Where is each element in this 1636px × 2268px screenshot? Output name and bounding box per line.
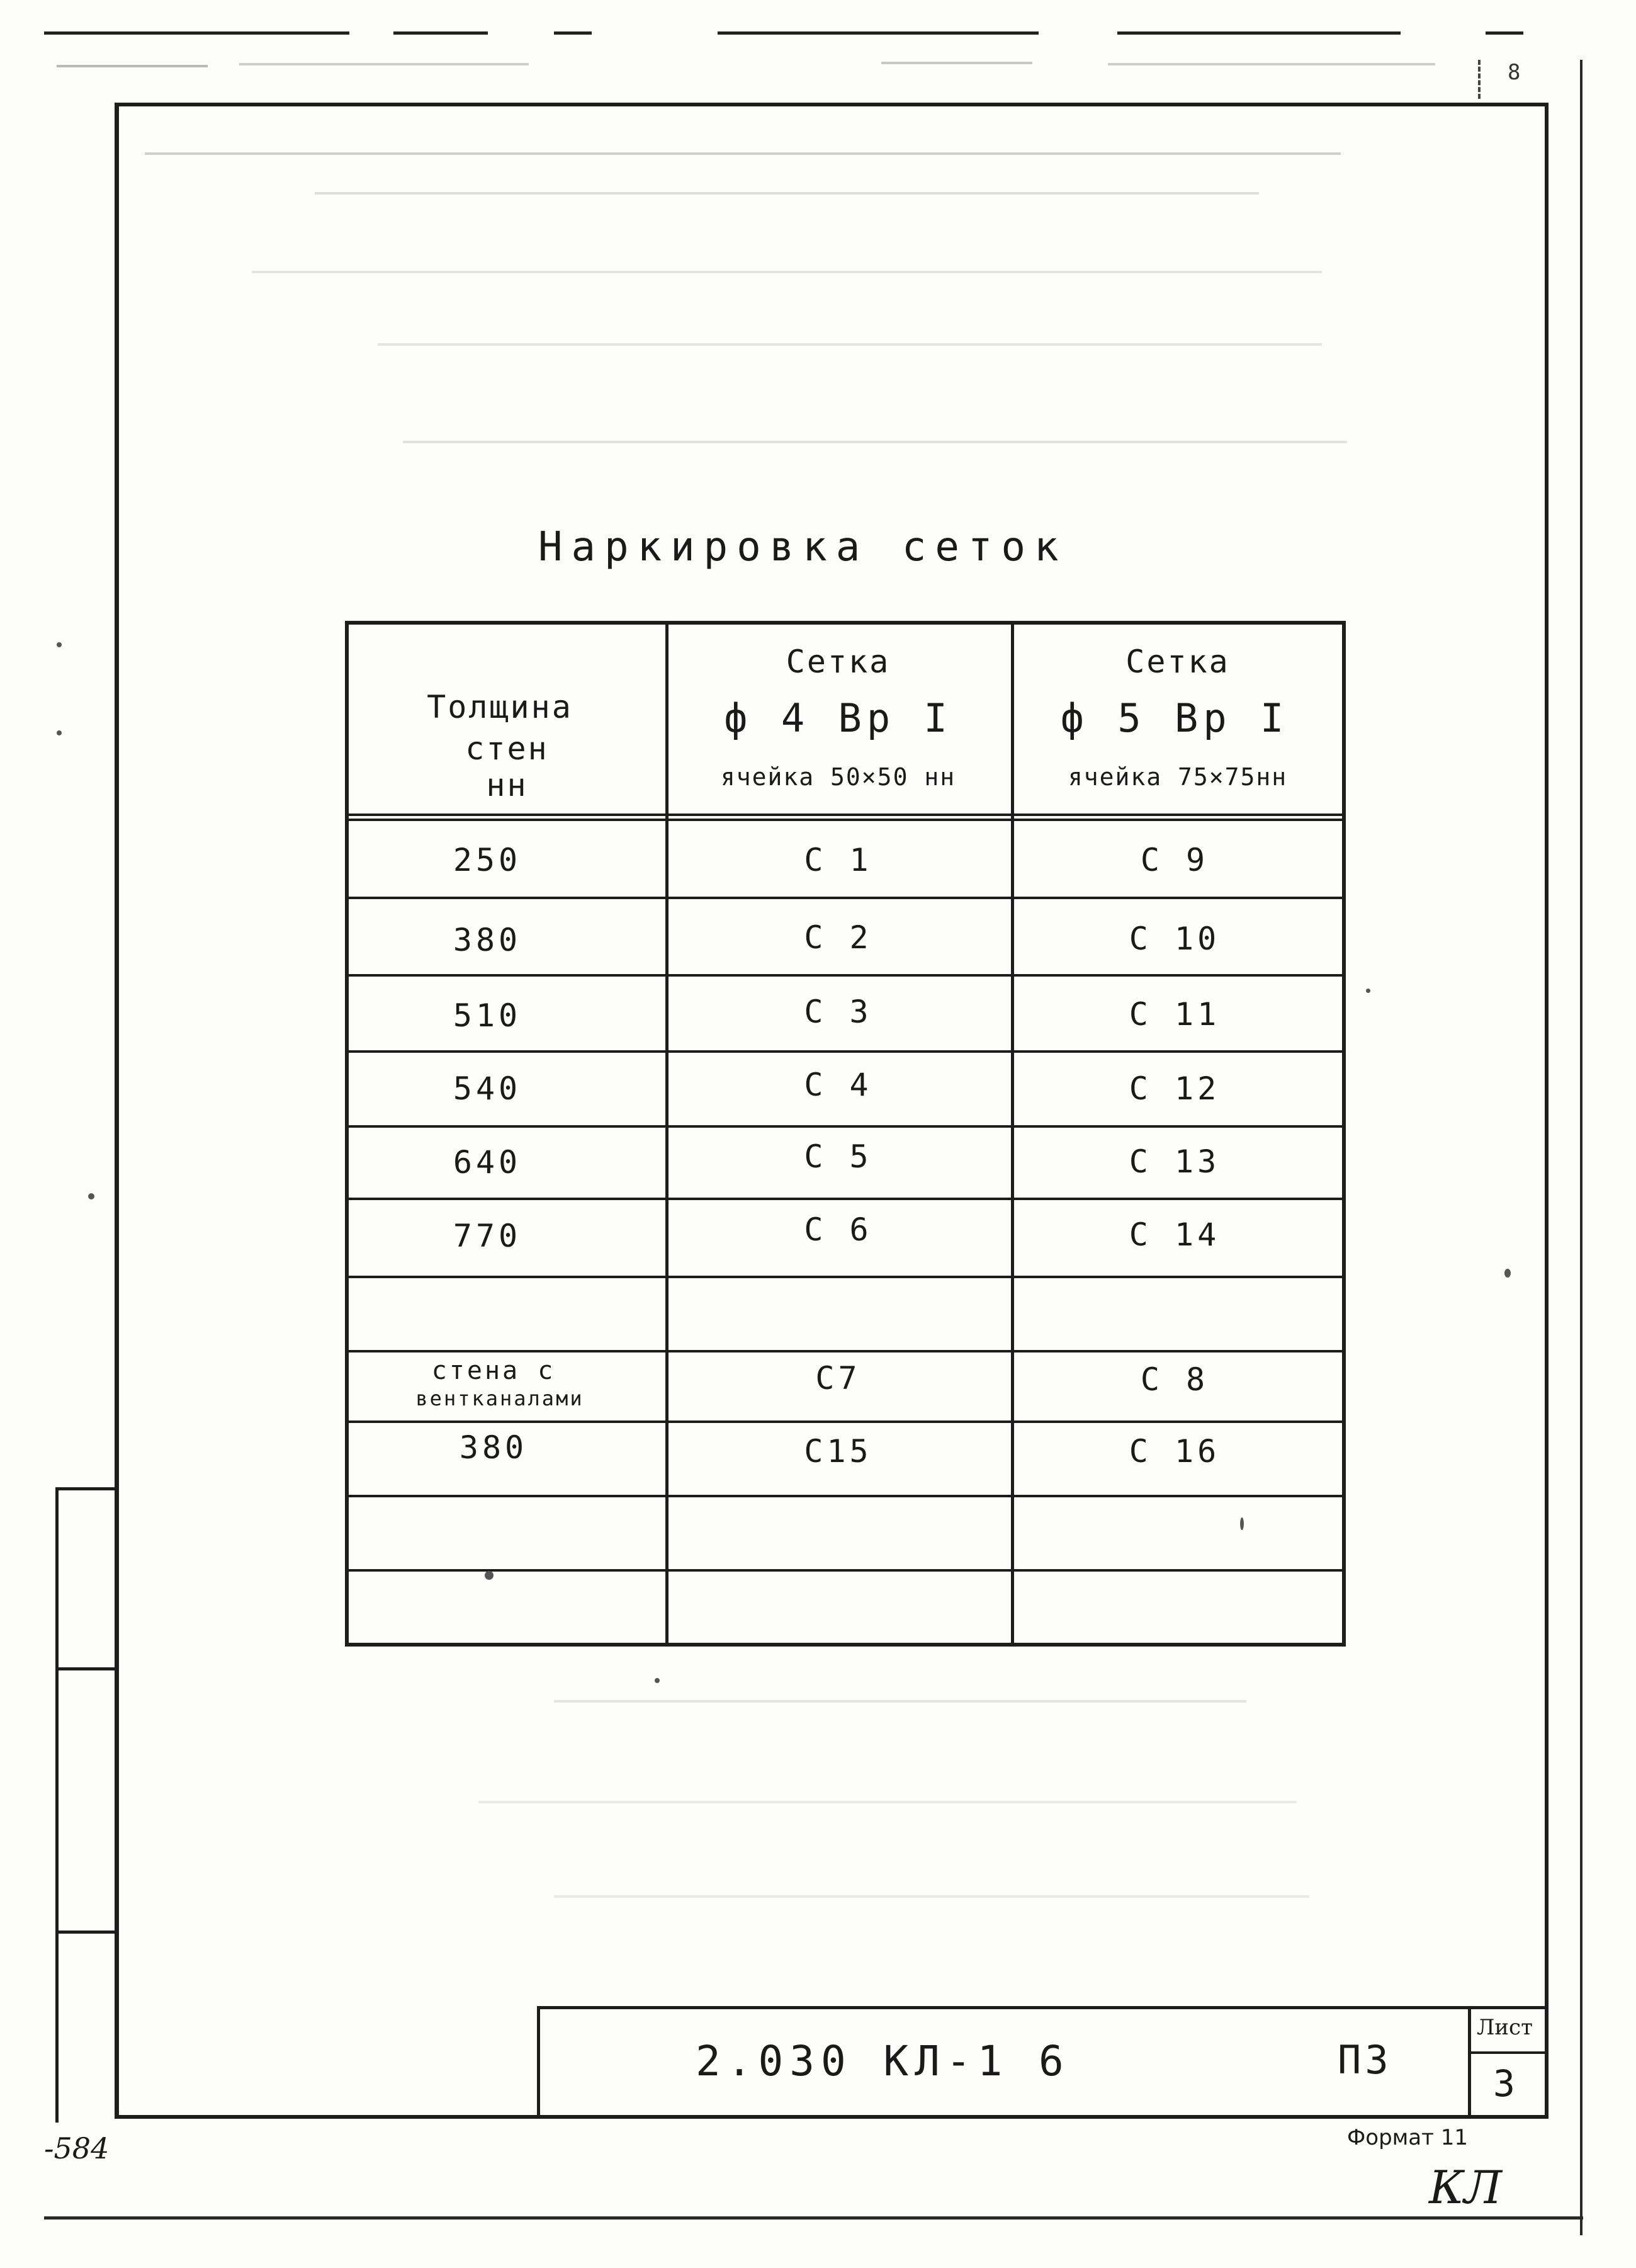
header-thickness-line1: Толщина xyxy=(427,689,573,725)
outer-right-border xyxy=(1580,60,1582,2235)
row-thickness: 380 xyxy=(453,922,522,958)
scan-noise xyxy=(881,62,1032,64)
document-part: 6 xyxy=(1039,2037,1064,2085)
handwritten-mark: КЛ xyxy=(1429,2161,1502,2214)
mesh-marking-table xyxy=(345,621,1346,1647)
special-mesh2-a: С 8 xyxy=(1140,1361,1209,1398)
scan-speck xyxy=(57,642,62,647)
scan-speck xyxy=(655,1678,660,1683)
row-mesh1: С 3 xyxy=(804,994,872,1030)
top-border-stroke xyxy=(393,31,488,35)
format-label: Формат 11 xyxy=(1347,2125,1469,2150)
row-mesh2: С 13 xyxy=(1129,1143,1221,1180)
margin-number: -584 xyxy=(44,2131,110,2165)
scan-noise xyxy=(57,65,208,67)
top-border-stroke xyxy=(554,31,592,35)
special-label-line3: 380 xyxy=(459,1429,528,1466)
row-mesh2: С 14 xyxy=(1129,1216,1221,1253)
row-mesh2: С 9 xyxy=(1140,842,1209,878)
table-row-line xyxy=(349,974,1342,977)
header-mesh1-name: Сетка xyxy=(786,644,891,680)
document-code: 2.030 КЛ-1 xyxy=(696,2037,1009,2085)
table-row-line xyxy=(349,1125,1342,1128)
special-mesh1-b: С15 xyxy=(804,1433,872,1470)
row-thickness: 250 xyxy=(453,842,522,878)
scan-speck xyxy=(1366,989,1370,993)
row-thickness: 640 xyxy=(453,1144,522,1181)
header-mesh1-cell: ячейка 50×50 нн xyxy=(720,763,956,791)
header-mesh2-name: Сетка xyxy=(1125,644,1230,680)
top-border-stroke xyxy=(1486,31,1523,35)
scan-speck xyxy=(1240,1517,1244,1530)
row-thickness: 510 xyxy=(453,997,522,1034)
special-label-line1: стена с xyxy=(431,1356,556,1385)
table-row-line xyxy=(349,1569,1342,1572)
header-mesh2-cell: ячейка 75×75нн xyxy=(1068,763,1288,791)
corner-stamp-box xyxy=(1478,60,1581,99)
scan-noise xyxy=(1108,63,1435,65)
scan-noise xyxy=(239,63,529,65)
table-row-line xyxy=(349,897,1342,899)
table-row-line xyxy=(349,1350,1342,1352)
special-mesh1-a: С7 xyxy=(815,1360,861,1397)
row-thickness: 540 xyxy=(453,1070,522,1107)
sheet-code: П3 xyxy=(1338,2037,1392,2083)
header-thickness-line2: стен xyxy=(465,730,549,767)
table-row-line xyxy=(349,1495,1342,1497)
row-mesh2: С 11 xyxy=(1129,996,1221,1033)
binding-stub xyxy=(55,1487,119,1670)
top-border-stroke xyxy=(718,31,1039,35)
binding-stub xyxy=(55,1931,119,2123)
binding-stub xyxy=(55,1667,119,1934)
scan-speck xyxy=(1504,1269,1511,1278)
sheet-number: 3 xyxy=(1493,2062,1515,2105)
header-separator xyxy=(349,814,1342,821)
row-thickness: 770 xyxy=(453,1218,522,1254)
table-row-line xyxy=(349,1420,1342,1423)
row-mesh2: С 12 xyxy=(1129,1070,1221,1107)
table-row-line xyxy=(349,1198,1342,1200)
row-mesh1: С 2 xyxy=(804,919,872,956)
sheet-label: Лист xyxy=(1477,2015,1533,2040)
scan-speck xyxy=(88,1193,94,1199)
header-mesh2-spec: ф 5 Вр I xyxy=(1060,695,1289,741)
sheet-box-divider xyxy=(1468,2051,1549,2054)
row-mesh1: С 6 xyxy=(804,1211,872,1248)
scan-speck xyxy=(57,730,62,735)
row-mesh1: С 1 xyxy=(804,842,872,878)
scan-speck xyxy=(485,1571,494,1580)
top-border-stroke xyxy=(44,31,349,35)
corner-stamp: 8 xyxy=(1508,60,1523,85)
table-row-line xyxy=(349,1050,1342,1053)
outer-bottom-border xyxy=(44,2216,1583,2220)
row-mesh1: С 4 xyxy=(804,1067,872,1103)
row-mesh1: С 5 xyxy=(804,1138,872,1175)
table-row-line xyxy=(349,1276,1342,1278)
row-mesh2: С 10 xyxy=(1129,921,1221,957)
header-mesh1-spec: ф 4 Вр I xyxy=(724,695,952,741)
document-title: Наркировка сеток xyxy=(538,524,1068,570)
top-border-stroke xyxy=(1117,31,1401,35)
header-thickness-line3: нн xyxy=(486,767,528,803)
special-mesh2-b: С 16 xyxy=(1129,1433,1221,1470)
special-label-line2: вентканалами xyxy=(415,1386,584,1410)
